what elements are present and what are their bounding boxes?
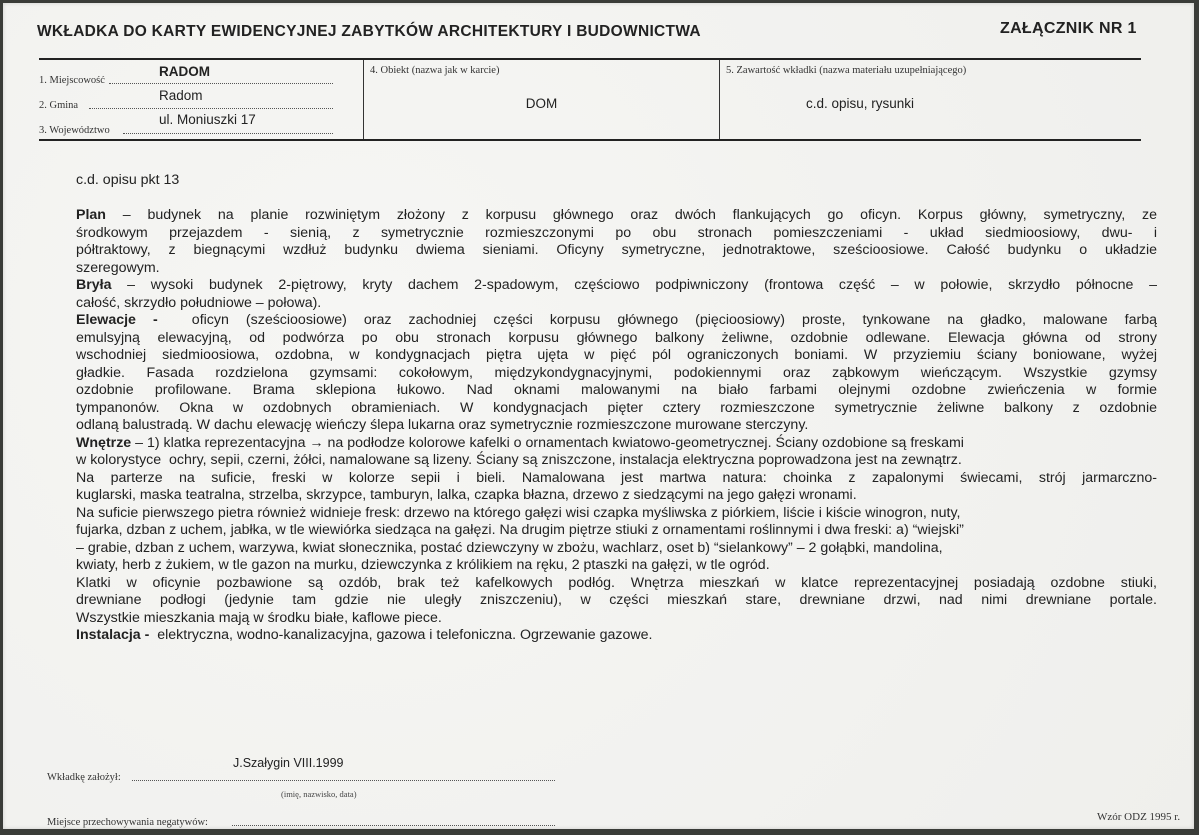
- section-wnetrze-line: – grabie, dzban z uchem, warzywa, kwiat słonecznika, postać dziewczyny w zbożu, wachlarz, oset b) “sielankowy” – 2 gołąbki, mandolina,: [76, 539, 943, 556]
- voivodeship-field: [39, 122, 333, 136]
- section-wnetrze-line: fujarka, dzban z uchem, jabłka, w tle wiewiórka siedząca na gałęzi. Na drugim piętrze stiuki z ornamentami roślinnymi i dwa freski: a) “wiejski”: [76, 522, 964, 538]
- section-elewacje-line: tympanonów. Okna w ozdobnych obramieniach. W kondygnacjach pięter cztery rozmieszczone symetrycznie żeliwne balkony z ozdobnie: [76, 399, 1157, 416]
- section-wnetrze-line: Klatki w oficynie pozbawione są ozdób, brak też kafelkowych podłóg. Wnętrza mieszkań w klatce reprezentacyjnej posiadają ozdobne stiuki,: [76, 574, 1157, 591]
- commune-value: Radom: [159, 88, 203, 103]
- voivodeship-label: 3. Województwo: [39, 125, 110, 136]
- created-by-label: Wkładkę założył:: [47, 772, 121, 783]
- section-plan-line: środkowym przejazdem - sienią, z symetrycznie rozmieszczonymi po obu stronach pomieszczeniami - układ siedmioosiowy, dwu- i: [76, 224, 1157, 241]
- section-plan-line: półtraktowy, z biegnącymi wzdłuż budynku dwiema sieniami. Oficyny symetryczne, jednotraktowe, sześcioosiowe. Całość budynku o układzie: [76, 242, 1157, 258]
- description-subtitle: c.d. opisu pkt 13: [76, 172, 180, 188]
- commune-label: 2. Gmina: [39, 100, 79, 111]
- section-bryla-line: Bryła – wysoki budynek 2-piętrowy, kryty dachem 2-spadowym, częściowo podpiwniczony (frontowa część – w połowie, skrzydło północne –: [76, 277, 1157, 293]
- header-box: [39, 58, 1141, 141]
- section-elewacje-heading: Elewacje -: [76, 312, 158, 328]
- object-value: DOM: [525, 96, 558, 111]
- commune-dots: [89, 108, 333, 109]
- voivodeship-dots: [123, 133, 333, 134]
- annex-number: ZAŁĄCZNIK NR 1: [1000, 20, 1137, 37]
- section-wnetrze-line: Na parterze na suficie, freski w kolorze sepii i bieli. Namalowana jest martwa natura: choinka z zapalonymi świecami, strój jarmarczno-: [76, 469, 1157, 486]
- voivodeship-value: ul. Moniuszki 17: [159, 112, 256, 127]
- contents-column: [720, 60, 1141, 139]
- section-wnetrze-heading: Wnętrze: [76, 434, 132, 451]
- contents-value: c.d. opisu, rysunki: [806, 96, 915, 111]
- description-body: [76, 172, 1157, 645]
- created-by-hint: (imię, nazwisko, data): [281, 789, 357, 799]
- contents-caption: 5. Zawartość wkładki (nazwa materiału uzupełniającego): [726, 65, 967, 76]
- section-elewacje-line: gładkie. Fasada rozdzielona gzymsami: cokołowym, międzykondygnacyjnymi, podokiennymi oraz ząbkowym wieńczącym. Wszystkie gzymsy: [76, 364, 1157, 381]
- section-plan-heading: Plan: [76, 207, 106, 223]
- section-wnetrze-line: Wnętrze – 1) klatka reprezentacyjna → na podłodze kolorowe kafelki o ornamentach kwiatowo-geometrycznej. Ściany ozdobione są freskami: [76, 434, 964, 451]
- locality-field: [39, 72, 333, 86]
- object-column: [364, 60, 720, 139]
- section-elewacje-line: wschodniej siedmioosiowa, ozdobna, w kondygnacjach piętra ujęta w pięć pól ograniczonych boniami. W przyziemiu ściany boniowane, wyżej: [76, 347, 1157, 363]
- section-wnetrze-line: Na suficie pierwszego pietra również widnieje fresk: drzewo na którego gałęzi wisi czapka myśliwska z piórkiem, liście i kiście winogron, nuty,: [76, 504, 961, 521]
- form-model-label: Wzór ODZ 1995 r.: [1097, 811, 1181, 823]
- commune-field: [39, 97, 333, 111]
- created-by-field: [47, 769, 555, 783]
- section-bryla-line: całość, skrzydło południowe – połowa).: [76, 294, 322, 311]
- section-wnetrze-line: w kolorystyce ochry, sepii, czerni, żółci, namalowane są lizeny. Ściany są zniszczone, instalacja elektryczna poprowadzona jest na zewnątrz.: [76, 452, 962, 468]
- document-page: [3, 3, 1194, 829]
- locality-dots: [109, 83, 333, 84]
- section-wnetrze-line: Wszystkie mieszkania mają w środku białe, kaflowe piece.: [76, 609, 442, 626]
- section-wnetrze-line: kuglarski, maska teatralna, strzelba, skrzypce, tamburyn, lalka, czapka błazna, drzewo z siedzącymi na jego gałęzi wronami.: [76, 487, 857, 503]
- created-by-dots: [132, 780, 555, 781]
- negatives-dots: [232, 825, 555, 826]
- locality-value: RADOM: [159, 64, 210, 79]
- signature-text: J.Szałygin VIII.1999: [233, 756, 344, 770]
- section-elewacje-line: odlaną balustradą. W dachu elewację wieńczy ślepa lukarna oraz symetrycznie rozmieszczone murowane sterczyny.: [76, 417, 809, 433]
- locality-label: 1. Miejscowość: [39, 75, 105, 86]
- document-title: WKŁADKA DO KARTY EWIDENCYJNEJ ZABYTKÓW ARCHITEKTURY I BUDOWNICTWA: [37, 23, 701, 40]
- section-elewacje-line: ozdobnie profilowane. Brama sklepiona łukowo. Nad oknami malowanymi na biało farbami olejnymi ozdobne zwieńczenia w formie: [76, 382, 1157, 398]
- section-wnetrze-line: kwiaty, herb z żukiem, w tle gazon na murku, dziewczynka z królikiem na ręku, 2 ptaszki na gałęzi, w tle ogród.: [76, 557, 770, 573]
- section-bryla-heading: Bryła: [76, 277, 112, 293]
- section-elewacje-line: emulsyjną elewacyjną, od podwórza po obu stronach korpusu głównego balkony żeliwne, ozdobnie odlewane. Elewacja główna od strony: [76, 329, 1157, 346]
- location-column: [39, 60, 364, 139]
- section-instalacja-heading: Instalacja -: [76, 627, 150, 643]
- section-elewacje-line: Elewacje - oficyn (sześcioosiowe) oraz zachodniej części korpusu głównego (pięcioosiowy) proste, tynkowane na gładko, malowane farbą: [76, 312, 1157, 328]
- section-wnetrze-line: drewniane podłogi (jedynie tam gdzie nie uległy zniszczeniu), w części mieszkań stare, drewniane drzwi, nad nimi drewniane portale.: [76, 592, 1157, 608]
- section-plan-line: Plan – budynek na planie rozwiniętym złożony z korpusu głównego oraz dwóch flankujących go oficyn. Korpus główny, symetryczny, ze: [76, 207, 1157, 223]
- object-caption: 4. Obiekt (nazwa jak w karcie): [370, 65, 500, 76]
- negatives-label: Miejsce przechowywania negatywów:: [47, 817, 208, 828]
- section-plan-line: szeregowym.: [76, 259, 160, 276]
- negatives-field: [47, 814, 555, 828]
- section-instalacja-line: Instalacja - elektryczna, wodno-kanalizacyjna, gazowa i telefoniczna. Ogrzewanie gazowe.: [76, 627, 653, 643]
